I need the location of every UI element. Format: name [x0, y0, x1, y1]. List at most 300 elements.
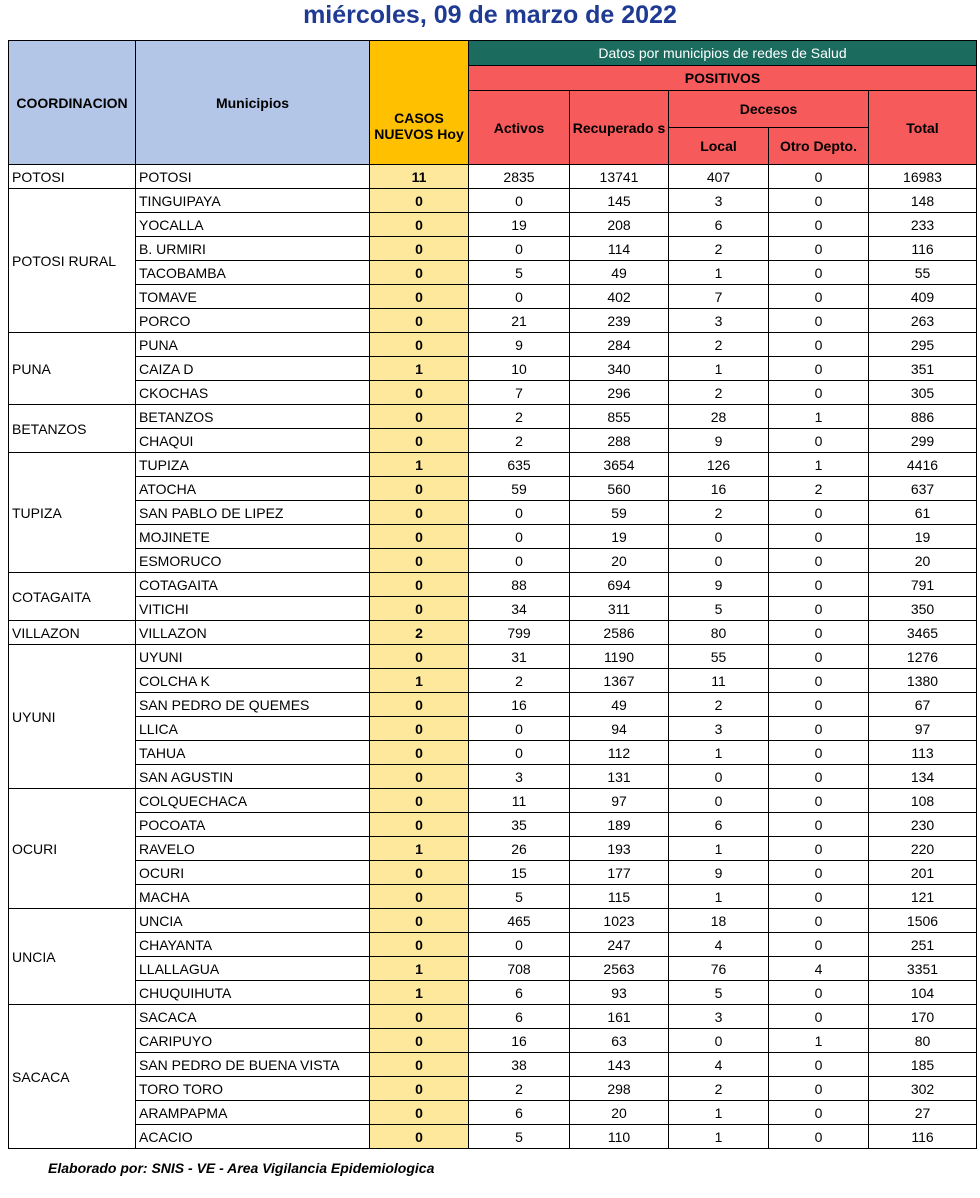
recuperados-cell: 2586: [570, 621, 669, 645]
municipio-cell: TACOBAMBA: [136, 261, 370, 285]
total-cell: 350: [869, 597, 977, 621]
table-row: [9, 1077, 977, 1101]
municipio-cell: POCOATA: [136, 813, 370, 837]
activos-cell: 9: [469, 333, 570, 357]
municipio-cell: BETANZOS: [136, 405, 370, 429]
activos-cell: 19: [469, 213, 570, 237]
activos-cell: 5: [469, 885, 570, 909]
decesos-local-cell: 76: [669, 957, 769, 981]
casos-nuevos-cell: 0: [370, 477, 469, 501]
municipio-cell: SAN PEDRO DE BUENA VISTA: [136, 1053, 370, 1077]
casos-nuevos-cell: 1: [370, 453, 469, 477]
total-cell: 263: [869, 309, 977, 333]
coordinacion-cell: SACACA: [9, 1005, 136, 1149]
casos-nuevos-cell: 0: [370, 1101, 469, 1125]
table-row: [9, 501, 977, 525]
activos-cell: 26: [469, 837, 570, 861]
casos-nuevos-cell: 0: [370, 549, 469, 573]
municipio-cell: TINGUIPAYA: [136, 189, 370, 213]
decesos-local-cell: 2: [669, 381, 769, 405]
table-row: [9, 477, 977, 501]
table-row: [9, 453, 977, 477]
activos-cell: 2: [469, 429, 570, 453]
municipio-cell: SAN PABLO DE LIPEZ: [136, 501, 370, 525]
decesos-local-cell: 2: [669, 1077, 769, 1101]
total-cell: 791: [869, 573, 977, 597]
total-cell: 170: [869, 1005, 977, 1029]
municipio-cell: TUPIZA: [136, 453, 370, 477]
total-cell: 233: [869, 213, 977, 237]
header-otro-depto: Otro Depto.: [769, 128, 869, 165]
municipio-cell: YOCALLA: [136, 213, 370, 237]
decesos-local-cell: 3: [669, 189, 769, 213]
decesos-otro-cell: 0: [769, 597, 869, 621]
recuperados-cell: 161: [570, 1005, 669, 1029]
municipio-cell: UYUNI: [136, 645, 370, 669]
table-row: [9, 789, 977, 813]
municipio-cell: CHAQUI: [136, 429, 370, 453]
recuperados-cell: 145: [570, 189, 669, 213]
decesos-otro-cell: 0: [769, 213, 869, 237]
decesos-otro-cell: 0: [769, 1053, 869, 1077]
recuperados-cell: 288: [570, 429, 669, 453]
casos-nuevos-cell: 0: [370, 429, 469, 453]
table-row: [9, 333, 977, 357]
table-row: [9, 405, 977, 429]
casos-nuevos-cell: 0: [370, 861, 469, 885]
casos-nuevos-cell: 0: [370, 285, 469, 309]
municipio-cell: ATOCHA: [136, 477, 370, 501]
decesos-local-cell: 2: [669, 693, 769, 717]
decesos-local-cell: 2: [669, 237, 769, 261]
recuperados-cell: 143: [570, 1053, 669, 1077]
activos-cell: 465: [469, 909, 570, 933]
coordinacion-cell: VILLAZON: [9, 621, 136, 645]
decesos-otro-cell: 0: [769, 861, 869, 885]
decesos-otro-cell: 1: [769, 1029, 869, 1053]
decesos-otro-cell: 0: [769, 261, 869, 285]
total-cell: 80: [869, 1029, 977, 1053]
activos-cell: 5: [469, 1125, 570, 1149]
recuperados-cell: 93: [570, 981, 669, 1005]
decesos-local-cell: 16: [669, 477, 769, 501]
recuperados-cell: 1023: [570, 909, 669, 933]
decesos-otro-cell: 0: [769, 813, 869, 837]
recuperados-cell: 247: [570, 933, 669, 957]
activos-cell: 16: [469, 1029, 570, 1053]
table-row: [9, 429, 977, 453]
total-cell: 116: [869, 237, 977, 261]
recuperados-cell: 59: [570, 501, 669, 525]
total-cell: 230: [869, 813, 977, 837]
decesos-local-cell: 1: [669, 837, 769, 861]
municipio-cell: OCURI: [136, 861, 370, 885]
header-casos-line2: NUEVOS Hoy: [374, 125, 464, 142]
decesos-otro-cell: 0: [769, 165, 869, 189]
total-cell: 67: [869, 693, 977, 717]
decesos-local-cell: 3: [669, 309, 769, 333]
decesos-local-cell: 0: [669, 549, 769, 573]
municipio-cell: COLCHA K: [136, 669, 370, 693]
table-row: [9, 669, 977, 693]
table-row: [9, 645, 977, 669]
decesos-local-cell: 1: [669, 1125, 769, 1149]
casos-nuevos-cell: 11: [370, 165, 469, 189]
municipio-cell: B. URMIRI: [136, 237, 370, 261]
table-row: [9, 1029, 977, 1053]
recuperados-cell: 49: [570, 693, 669, 717]
municipio-cell: CHAYANTA: [136, 933, 370, 957]
total-cell: 55: [869, 261, 977, 285]
decesos-otro-cell: 1: [769, 453, 869, 477]
activos-cell: 31: [469, 645, 570, 669]
decesos-otro-cell: 0: [769, 501, 869, 525]
decesos-local-cell: 9: [669, 573, 769, 597]
casos-nuevos-cell: 0: [370, 1125, 469, 1149]
total-cell: 295: [869, 333, 977, 357]
header-coordinacion: COORDINACION: [9, 41, 136, 165]
decesos-local-cell: 9: [669, 861, 769, 885]
decesos-otro-cell: 0: [769, 189, 869, 213]
recuperados-cell: 560: [570, 477, 669, 501]
header-municipios: Municipios: [136, 41, 370, 165]
decesos-local-cell: 0: [669, 765, 769, 789]
activos-cell: 0: [469, 285, 570, 309]
total-cell: 27: [869, 1101, 977, 1125]
activos-cell: 6: [469, 981, 570, 1005]
casos-nuevos-cell: 0: [370, 813, 469, 837]
municipio-cell: UNCIA: [136, 909, 370, 933]
recuperados-cell: 112: [570, 741, 669, 765]
municipio-cell: TORO TORO: [136, 1077, 370, 1101]
decesos-otro-cell: 0: [769, 1077, 869, 1101]
total-cell: 61: [869, 501, 977, 525]
total-cell: 251: [869, 933, 977, 957]
recuperados-cell: 110: [570, 1125, 669, 1149]
total-cell: 201: [869, 861, 977, 885]
casos-nuevos-cell: 0: [370, 237, 469, 261]
recuperados-cell: 239: [570, 309, 669, 333]
total-cell: 302: [869, 1077, 977, 1101]
header-casos-line1: CASOS: [394, 109, 444, 126]
coordinacion-cell: PUNA: [9, 333, 136, 405]
table-row: [9, 813, 977, 837]
municipio-cell: COLQUECHACA: [136, 789, 370, 813]
municipio-cell: TAHUA: [136, 741, 370, 765]
recuperados-cell: 114: [570, 237, 669, 261]
casos-nuevos-cell: 0: [370, 405, 469, 429]
municipio-cell: COTAGAITA: [136, 573, 370, 597]
total-cell: 305: [869, 381, 977, 405]
decesos-local-cell: 7: [669, 285, 769, 309]
table-row: [9, 573, 977, 597]
decesos-local-cell: 6: [669, 813, 769, 837]
municipio-cell: VILLAZON: [136, 621, 370, 645]
decesos-local-cell: 5: [669, 597, 769, 621]
total-cell: 351: [869, 357, 977, 381]
activos-cell: 799: [469, 621, 570, 645]
casos-nuevos-cell: 0: [370, 309, 469, 333]
table-row: [9, 765, 977, 789]
municipio-cell: CHUQUIHUTA: [136, 981, 370, 1005]
table-row: [9, 309, 977, 333]
decesos-otro-cell: 0: [769, 717, 869, 741]
activos-cell: 11: [469, 789, 570, 813]
table-row: [9, 861, 977, 885]
table-row: [9, 381, 977, 405]
casos-nuevos-cell: 0: [370, 1029, 469, 1053]
decesos-otro-cell: 0: [769, 429, 869, 453]
total-cell: 16983: [869, 165, 977, 189]
table-row: [9, 357, 977, 381]
decesos-local-cell: 3: [669, 717, 769, 741]
header-recuperados: Recuperado s: [570, 91, 669, 165]
activos-cell: 21: [469, 309, 570, 333]
total-cell: 3351: [869, 957, 977, 981]
coordinacion-cell: POTOSI: [9, 165, 136, 189]
decesos-otro-cell: 0: [769, 837, 869, 861]
municipio-cell: ARAMPAPMA: [136, 1101, 370, 1125]
activos-cell: 0: [469, 189, 570, 213]
table-row: [9, 717, 977, 741]
recuperados-cell: 311: [570, 597, 669, 621]
total-cell: 104: [869, 981, 977, 1005]
recuperados-cell: 177: [570, 861, 669, 885]
activos-cell: 16: [469, 693, 570, 717]
recuperados-cell: 208: [570, 213, 669, 237]
decesos-otro-cell: 0: [769, 381, 869, 405]
header-datos: Datos por municipios de redes de Salud: [469, 41, 977, 66]
recuperados-cell: 20: [570, 549, 669, 573]
decesos-otro-cell: 0: [769, 693, 869, 717]
total-cell: 1380: [869, 669, 977, 693]
decesos-local-cell: 2: [669, 333, 769, 357]
casos-nuevos-cell: 1: [370, 957, 469, 981]
activos-cell: 0: [469, 717, 570, 741]
activos-cell: 0: [469, 525, 570, 549]
decesos-otro-cell: 0: [769, 669, 869, 693]
decesos-local-cell: 1: [669, 261, 769, 285]
total-cell: 4416: [869, 453, 977, 477]
recuperados-cell: 855: [570, 405, 669, 429]
casos-nuevos-cell: 0: [370, 573, 469, 597]
total-cell: 97: [869, 717, 977, 741]
total-cell: 19: [869, 525, 977, 549]
covid-cases-table: [8, 40, 977, 1149]
table-body: [9, 165, 977, 1149]
activos-cell: 0: [469, 549, 570, 573]
table-row: [9, 1005, 977, 1029]
table-row: [9, 237, 977, 261]
municipio-cell: VITICHI: [136, 597, 370, 621]
table-row: [9, 1101, 977, 1125]
decesos-otro-cell: 0: [769, 909, 869, 933]
recuperados-cell: 298: [570, 1077, 669, 1101]
recuperados-cell: 13741: [570, 165, 669, 189]
activos-cell: 34: [469, 597, 570, 621]
activos-cell: 2: [469, 405, 570, 429]
casos-nuevos-cell: 0: [370, 597, 469, 621]
casos-nuevos-cell: 1: [370, 669, 469, 693]
decesos-local-cell: 407: [669, 165, 769, 189]
recuperados-cell: 115: [570, 885, 669, 909]
decesos-otro-cell: 2: [769, 477, 869, 501]
table-row: [9, 693, 977, 717]
total-cell: 299: [869, 429, 977, 453]
total-cell: 886: [869, 405, 977, 429]
decesos-local-cell: 28: [669, 405, 769, 429]
table-row: [9, 213, 977, 237]
table-row: [9, 885, 977, 909]
activos-cell: 0: [469, 741, 570, 765]
decesos-local-cell: 0: [669, 525, 769, 549]
decesos-otro-cell: 0: [769, 525, 869, 549]
decesos-otro-cell: 0: [769, 309, 869, 333]
recuperados-cell: 20: [570, 1101, 669, 1125]
casos-nuevos-cell: 1: [370, 837, 469, 861]
casos-nuevos-cell: 0: [370, 645, 469, 669]
activos-cell: 2835: [469, 165, 570, 189]
coordinacion-cell: POTOSI RURAL: [9, 189, 136, 333]
decesos-otro-cell: 0: [769, 285, 869, 309]
decesos-otro-cell: 0: [769, 237, 869, 261]
decesos-local-cell: 1: [669, 885, 769, 909]
table-row: [9, 1053, 977, 1077]
municipio-cell: CKOCHAS: [136, 381, 370, 405]
table-row: [9, 285, 977, 309]
activos-cell: 6: [469, 1101, 570, 1125]
municipio-cell: SAN PEDRO DE QUEMES: [136, 693, 370, 717]
coordinacion-cell: BETANZOS: [9, 405, 136, 453]
decesos-local-cell: 126: [669, 453, 769, 477]
decesos-local-cell: 3: [669, 1005, 769, 1029]
casos-nuevos-cell: 0: [370, 189, 469, 213]
activos-cell: 10: [469, 357, 570, 381]
decesos-local-cell: 1: [669, 741, 769, 765]
decesos-local-cell: 9: [669, 429, 769, 453]
decesos-local-cell: 11: [669, 669, 769, 693]
recuperados-cell: 402: [570, 285, 669, 309]
total-cell: 1276: [869, 645, 977, 669]
decesos-local-cell: 1: [669, 1101, 769, 1125]
total-cell: 20: [869, 549, 977, 573]
municipio-cell: MOJINETE: [136, 525, 370, 549]
decesos-otro-cell: 0: [769, 357, 869, 381]
recuperados-cell: 340: [570, 357, 669, 381]
header-decesos: Decesos: [669, 91, 869, 128]
coordinacion-cell: TUPIZA: [9, 453, 136, 573]
recuperados-cell: 97: [570, 789, 669, 813]
casos-nuevos-cell: 0: [370, 765, 469, 789]
decesos-otro-cell: 0: [769, 573, 869, 597]
decesos-otro-cell: 4: [769, 957, 869, 981]
municipio-cell: ACACIO: [136, 1125, 370, 1149]
activos-cell: 38: [469, 1053, 570, 1077]
decesos-local-cell: 55: [669, 645, 769, 669]
decesos-otro-cell: 0: [769, 333, 869, 357]
decesos-otro-cell: 0: [769, 765, 869, 789]
total-cell: 1506: [869, 909, 977, 933]
municipio-cell: PORCO: [136, 309, 370, 333]
activos-cell: 635: [469, 453, 570, 477]
casos-nuevos-cell: 0: [370, 501, 469, 525]
casos-nuevos-cell: 0: [370, 1077, 469, 1101]
decesos-local-cell: 5: [669, 981, 769, 1005]
casos-nuevos-cell: 0: [370, 1053, 469, 1077]
recuperados-cell: 694: [570, 573, 669, 597]
decesos-otro-cell: 0: [769, 549, 869, 573]
recuperados-cell: 189: [570, 813, 669, 837]
table-row: [9, 165, 977, 189]
table-row: [9, 909, 977, 933]
activos-cell: 708: [469, 957, 570, 981]
decesos-otro-cell: 0: [769, 741, 869, 765]
casos-nuevos-cell: 0: [370, 717, 469, 741]
decesos-local-cell: 80: [669, 621, 769, 645]
header-positivos: POSITIVOS: [469, 66, 977, 91]
recuperados-cell: 3654: [570, 453, 669, 477]
casos-nuevos-cell: 1: [370, 981, 469, 1005]
casos-nuevos-cell: 0: [370, 333, 469, 357]
coordinacion-cell: OCURI: [9, 789, 136, 909]
decesos-local-cell: 4: [669, 1053, 769, 1077]
decesos-otro-cell: 0: [769, 1125, 869, 1149]
casos-nuevos-cell: 0: [370, 213, 469, 237]
decesos-otro-cell: 1: [769, 405, 869, 429]
municipio-cell: ESMORUCO: [136, 549, 370, 573]
activos-cell: 0: [469, 501, 570, 525]
total-cell: 148: [869, 189, 977, 213]
casos-nuevos-cell: 0: [370, 261, 469, 285]
activos-cell: 6: [469, 1005, 570, 1029]
decesos-otro-cell: 0: [769, 1101, 869, 1125]
casos-nuevos-cell: 2: [370, 621, 469, 645]
decesos-local-cell: 2: [669, 501, 769, 525]
municipio-cell: SAN AGUSTIN: [136, 765, 370, 789]
total-cell: 637: [869, 477, 977, 501]
table-row: [9, 261, 977, 285]
decesos-local-cell: 0: [669, 1029, 769, 1053]
activos-cell: 59: [469, 477, 570, 501]
decesos-local-cell: 0: [669, 789, 769, 813]
table-row: [9, 837, 977, 861]
footer-credit: Elaborado por: SNIS - VE - Area Vigilancia Epidemiologica: [48, 1160, 435, 1176]
total-cell: 3465: [869, 621, 977, 645]
casos-nuevos-cell: 0: [370, 933, 469, 957]
municipio-cell: CARIPUYO: [136, 1029, 370, 1053]
recuperados-cell: 1367: [570, 669, 669, 693]
table-row: [9, 933, 977, 957]
casos-nuevos-cell: 0: [370, 741, 469, 765]
table-row: [9, 1125, 977, 1149]
coordinacion-cell: UNCIA: [9, 909, 136, 1005]
header-total: Total: [869, 91, 977, 165]
coordinacion-cell: COTAGAITA: [9, 573, 136, 621]
recuperados-cell: 193: [570, 837, 669, 861]
casos-nuevos-cell: 0: [370, 693, 469, 717]
municipio-cell: CAIZA D: [136, 357, 370, 381]
decesos-otro-cell: 0: [769, 621, 869, 645]
total-cell: 108: [869, 789, 977, 813]
decesos-local-cell: 6: [669, 213, 769, 237]
total-cell: 409: [869, 285, 977, 309]
casos-nuevos-cell: 0: [370, 1005, 469, 1029]
recuperados-cell: 94: [570, 717, 669, 741]
casos-nuevos-cell: 0: [370, 909, 469, 933]
header-activos: Activos: [469, 91, 570, 165]
recuperados-cell: 19: [570, 525, 669, 549]
recuperados-cell: 49: [570, 261, 669, 285]
